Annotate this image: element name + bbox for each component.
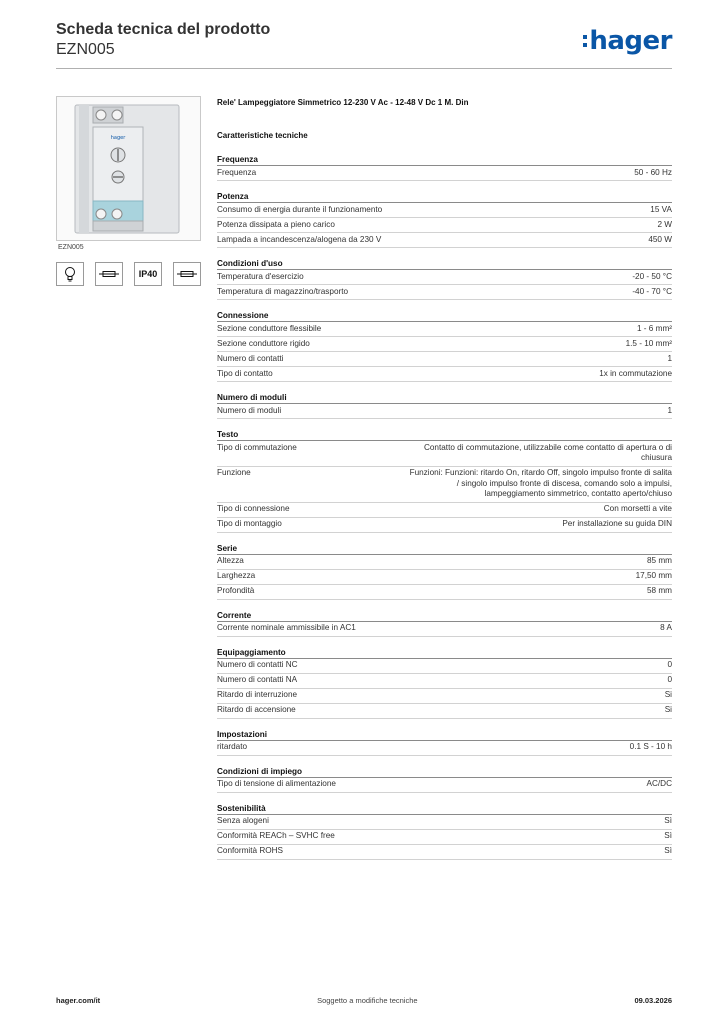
footer-website[interactable]: hager.com/it	[56, 996, 101, 1005]
section-title: Potenza	[217, 191, 672, 203]
spec-row	[217, 467, 672, 503]
spec-row	[217, 166, 672, 181]
spec-row	[217, 233, 672, 248]
spec-label: Numero di contatti	[217, 353, 284, 363]
bulb-icon	[56, 262, 84, 286]
spec-section	[217, 610, 672, 637]
image-caption: EZN005	[58, 244, 84, 251]
spec-value: Con morsetti a vite	[603, 504, 672, 513]
spec-row	[217, 441, 672, 467]
spec-row	[217, 778, 672, 793]
spec-section	[217, 258, 672, 300]
spec-row	[217, 203, 672, 218]
spec-label: Numero di moduli	[217, 405, 282, 415]
section-title: Equipaggiamento	[217, 647, 672, 659]
spec-section	[217, 310, 672, 382]
spec-section	[217, 543, 672, 600]
spec-row	[217, 674, 672, 689]
spec-value: Funzioni: Funzioni: ritardo On, ritardo Off, singolo impulso fronte di salita / singolo impulso fronte di discesa, comando solo a impulsi, lampeggiamento simmetrico, contatto aperto/chiuso	[409, 468, 672, 498]
spec-row	[217, 218, 672, 233]
spec-row	[217, 322, 672, 337]
spec-value: 58 mm	[646, 586, 672, 595]
spec-row	[217, 570, 672, 585]
spec-label: Larghezza	[217, 571, 256, 580]
document-header	[56, 20, 672, 70]
spec-value: Sì	[664, 846, 672, 855]
spec-row	[217, 659, 672, 674]
spec-label: Frequenza	[217, 167, 257, 177]
page-footer	[56, 996, 672, 1005]
section-title: Condizioni d'uso	[217, 258, 672, 270]
spec-value: Si	[664, 690, 672, 699]
spec-label: Altezza	[217, 556, 244, 565]
spec-value: Per installazione su guida DIN	[562, 519, 672, 528]
product-image	[56, 96, 201, 241]
spec-label: ritardato	[217, 742, 248, 751]
spec-row	[217, 815, 672, 830]
spec-label: Sezione conduttore flessibile	[217, 323, 322, 333]
spec-label: Potenza dissipata a pieno carico	[217, 219, 335, 229]
spec-row	[217, 830, 672, 845]
section-title: Testo	[217, 429, 672, 441]
section-title: Numero di moduli	[217, 392, 672, 404]
spec-label: Numero di contatti NA	[217, 675, 298, 684]
spec-value: -40 - 70 °C	[632, 286, 672, 296]
header-divider	[56, 68, 672, 69]
spec-value: 0	[667, 660, 672, 669]
spec-section	[217, 154, 672, 181]
spec-section	[217, 392, 672, 419]
document-title: Scheda tecnica del prodotto	[56, 21, 271, 38]
fuse-icon	[173, 262, 201, 286]
spec-label: Conformità REACh – SVHC free	[217, 831, 335, 840]
spec-row	[217, 367, 672, 382]
spec-label: Numero di contatti NC	[217, 660, 298, 669]
spec-value: Sì	[664, 816, 672, 825]
spec-label: Tipo di tensione di alimentazione	[217, 779, 336, 788]
spec-label: Consumo di energia durante il funzionamento	[217, 204, 383, 214]
section-title: Sostenibilità	[217, 803, 672, 815]
spec-value: 0	[667, 675, 672, 684]
spec-value: 50 - 60 Hz	[634, 167, 672, 177]
fuse-icon	[95, 262, 123, 286]
spec-value: 0.1 S - 10 h	[629, 742, 672, 751]
spec-label: Sezione conduttore rigido	[217, 338, 310, 348]
spec-row	[217, 704, 672, 719]
section-title: Connessione	[217, 310, 672, 322]
spec-label: Tipo di montaggio	[217, 519, 282, 528]
spec-row	[217, 518, 672, 533]
spec-label: Ritardo di interruzione	[217, 690, 298, 699]
spec-label: Lampada a incandescenza/alogena da 230 V	[217, 234, 382, 244]
section-title: Corrente	[217, 610, 672, 622]
spec-section	[217, 766, 672, 793]
spec-label: Tipo di connessione	[217, 504, 290, 513]
spec-value: 1	[667, 405, 672, 415]
spec-label: Conformità ROHS	[217, 846, 283, 855]
tech-characteristics-title: Caratteristiche tecniche	[217, 131, 308, 140]
spec-row	[217, 285, 672, 300]
spec-value: 1x in commutazione	[599, 368, 672, 378]
spec-row	[217, 689, 672, 704]
spec-label: Temperatura d'esercizio	[217, 271, 304, 281]
spec-label: Funzione	[217, 468, 251, 477]
logo-text: hager	[589, 26, 672, 56]
product-code: EZN005	[56, 41, 115, 58]
spec-section	[217, 803, 672, 860]
spec-row	[217, 503, 672, 518]
section-title: Frequenza	[217, 154, 672, 166]
spec-label: Tipo di commutazione	[217, 442, 297, 452]
spec-label: Corrente nominale ammissibile in AC1	[217, 623, 356, 632]
spec-value: 8 A	[660, 623, 672, 632]
spec-label: Profondità	[217, 586, 255, 595]
spec-value: 2 W	[657, 219, 672, 229]
spec-value: -20 - 50 °C	[632, 271, 672, 281]
spec-label: Ritardo di accensione	[217, 705, 296, 714]
footer-note: Soggetto a modifiche tecniche	[317, 996, 418, 1005]
footer-date: 09.03.2026	[634, 996, 672, 1005]
spec-content	[217, 96, 672, 860]
product-name: Rele' Lampeggiatore Simmetrico 12-230 V Ac - 12-48 V Dc 1 M. Din	[217, 98, 469, 107]
spec-value: Contatto di commutazione, utilizzabile come contatto di apertura o di chiusura	[423, 442, 672, 462]
svg-text:hager: hager	[110, 135, 126, 141]
spec-value: 1.5 - 10 mm²	[625, 338, 672, 348]
section-title: Condizioni di impiego	[217, 766, 672, 778]
spec-value: 1	[667, 353, 672, 363]
ip-rating-badge: IP40	[134, 262, 162, 286]
spec-row	[217, 555, 672, 570]
feature-icons	[56, 262, 201, 286]
spec-row	[217, 404, 672, 419]
spec-row	[217, 337, 672, 352]
spec-row	[217, 270, 672, 285]
spec-value: 450 W	[648, 234, 672, 244]
spec-value: 15 VA	[650, 204, 672, 214]
spec-row	[217, 352, 672, 367]
section-title: Serie	[217, 543, 672, 555]
spec-row	[217, 585, 672, 600]
spec-label: Tipo di contatto	[217, 368, 273, 378]
spec-section	[217, 429, 672, 533]
spec-value: Si	[664, 705, 672, 714]
spec-value: AC/DC	[646, 779, 672, 788]
spec-section	[217, 191, 672, 248]
spec-value: 1 - 6 mm²	[636, 323, 672, 333]
spec-row	[217, 622, 672, 637]
spec-value: Sì	[664, 831, 672, 840]
spec-section	[217, 729, 672, 756]
spec-section	[217, 647, 672, 719]
hager-logo	[583, 28, 672, 54]
spec-row	[217, 845, 672, 860]
spec-sections	[217, 154, 672, 860]
spec-label: Senza alogeni	[217, 816, 269, 825]
spec-row	[217, 741, 672, 756]
section-title: Impostazioni	[217, 729, 672, 741]
spec-value: 17,50 mm	[635, 571, 672, 580]
spec-value: 85 mm	[646, 556, 672, 565]
spec-label: Temperatura di magazzino/trasporto	[217, 286, 349, 296]
